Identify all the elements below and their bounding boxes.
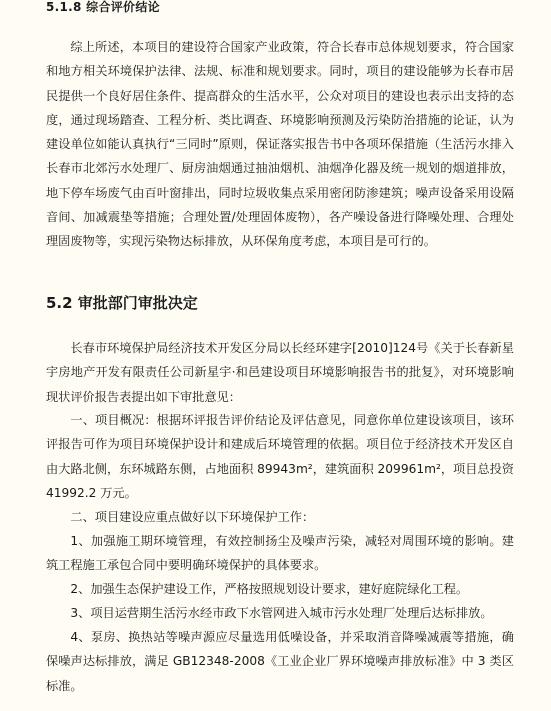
approval-subitem-3: 3、项目运营期生活污水经市政下水管网进入城市污水处理厂处理后达标排放。 (70, 606, 493, 620)
conclusion-paragraph: 综上所述，本项目的建设符合国家产业政策，符合长春市总体规划要求，符合国家和地方相关环境保护法律、法规、标准和规划要求。同时，项目的建设能够为长春市居民提供一个良好居住条件、提高群众的生活水平，公众对项目的建设也表示出支持的态度，通过现场踏查、工程分析、类比调查、环境影响预测及污染防治措施的论证，认为建设单位如能认真执行“三同时”原则，保证落实报告书中各项环保措施（生活污水排入长春市北郊污水处理厂、厨房油烟通过抽油烟机、油烟净化器及统一规划的烟道排放，地下停车场废气由百叶窗排出，同时垃圾收集点采用密闭防渗建筑；噪声设备采用设隔音间、加减震垫等措施；合理处置/处理固体废物），各产噪设备进行降噪处理、合理处理固废物等，实现污染物达标排放，从环保角度考虑，本项目是可行的。 (46, 40, 514, 249)
approval-item-1: 一、项目概况：根据环评报告评价结论及评估意见，同意你单位建设该项目，该环评报告可作为项目环境保护设计和建成后环境管理的依据。项目位于经济技术开发区自由大路北侧，东环城路东侧，占地面积 89943m²，建筑面积 209961m²，项目总投资 41992.2 万元。 (46, 413, 514, 500)
section-heading-5-1-8: 5.1.8 综合评价结论 (46, 0, 160, 14)
approval-subitem-1: 1、加强施工期环境管理，有效控制扬尘及噪声污染，减轻对周围环境的影响。建筑工程施工承包合同中要明确环境保护的具体要求。 (46, 534, 514, 573)
approval-intro-paragraph: 长春市环境保护局经济技术开发区分局以长经环建字[2010]124号《关于长春新星宇房地产开发有限责任公司新星宇·和邑建设项目环境影响报告书的批复》，对环境影响现状评价报告表提出如下审批意见： (46, 341, 514, 404)
section-heading-5-2: 5.2 审批部门审批决定 (46, 294, 198, 312)
approval-item-2: 二、项目建设应重点做好以下环境保护工作： (70, 510, 315, 524)
approval-subitem-2: 2、加强生态保护建设工作，严格按照规划设计要求，建好庭院绿化工程。 (70, 582, 469, 596)
approval-subitem-4: 4、泵房、换热站等噪声源应尽量选用低噪设备，并采取消音降噪减震等措施，确保噪声达标排放，满足 GB12348-2008《工业企业厂界环境噪声排放标准》中 3 类区标准。 (46, 630, 514, 693)
